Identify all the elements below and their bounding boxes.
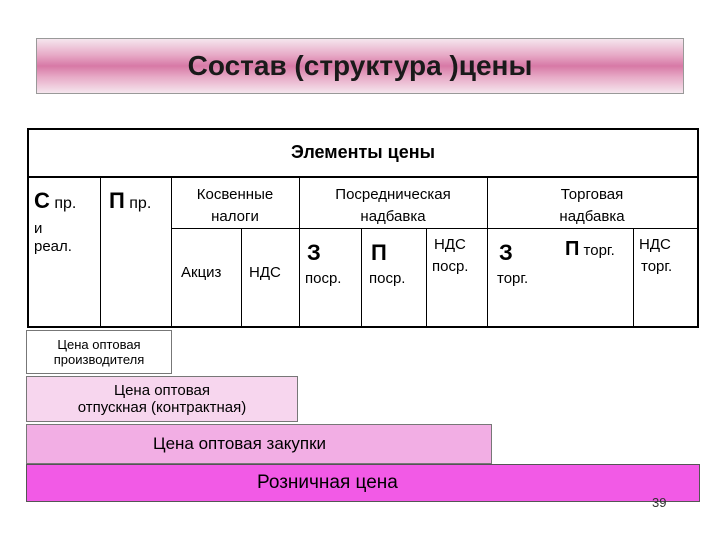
bar-producer-line2: производителя: [53, 352, 145, 367]
slide-title-bar: [36, 38, 684, 94]
int-cost-big: З: [307, 240, 321, 265]
vat-label: НДС: [249, 264, 281, 281]
trade-vat-2: торг.: [641, 258, 673, 275]
bar-retail-price: [26, 464, 700, 502]
profit-label: П пр.: [109, 188, 152, 213]
trade-label-2: надбавка: [559, 208, 625, 225]
price-elements-table: [27, 128, 699, 328]
bar-retail-label: Розничная цена: [257, 472, 398, 493]
indirect-taxes-label-1: Косвенные: [196, 186, 274, 203]
intermediary-label-2: надбавка: [360, 208, 426, 225]
subheader-divider: [171, 228, 697, 229]
bar-contract-line2: отпускная (контрактная): [77, 399, 247, 416]
slide-title: Состав (структура )цены: [187, 50, 533, 81]
trade-label-1: Торговая: [560, 186, 624, 203]
int-profit-big: П: [371, 240, 387, 265]
bar-contract-line1: Цена оптовая: [113, 382, 210, 399]
bar-wholesale-label: Цена оптовая закупки: [153, 434, 327, 453]
bar-contract-price: [26, 376, 298, 422]
trade-vat-1: НДС: [639, 236, 671, 253]
page-number: 39: [652, 495, 667, 510]
int-profit-small: поср.: [369, 270, 406, 287]
cost-label: С пр.: [34, 188, 77, 213]
excise-label: Акциз: [181, 264, 222, 281]
divider-cost: [100, 178, 101, 328]
bar-wholesale-price: [26, 424, 492, 464]
header-divider: [29, 176, 697, 178]
bar-producer-price: [26, 330, 172, 374]
bar-producer-line1: Цена оптовая: [57, 337, 141, 352]
trade-profit-label: П торг.: [565, 238, 615, 260]
cost-label-line2: и: [34, 220, 43, 237]
int-vat-2: поср.: [432, 258, 469, 275]
trade-cost-big: З: [499, 240, 513, 265]
divider-excise: [241, 228, 242, 328]
intermediary-label-1: Посредническая: [335, 186, 451, 203]
indirect-taxes-label-2: налоги: [211, 208, 259, 225]
divider-int-profit: [426, 228, 427, 328]
cost-label-line3: реал.: [34, 238, 72, 255]
divider-int-cost: [361, 228, 362, 328]
int-vat-1: НДС: [434, 236, 466, 253]
divider-trade-profit: [633, 228, 634, 328]
trade-cost-small: торг.: [497, 270, 529, 287]
table-header: Элементы цены: [290, 142, 436, 162]
int-cost-small: поср.: [305, 270, 342, 287]
